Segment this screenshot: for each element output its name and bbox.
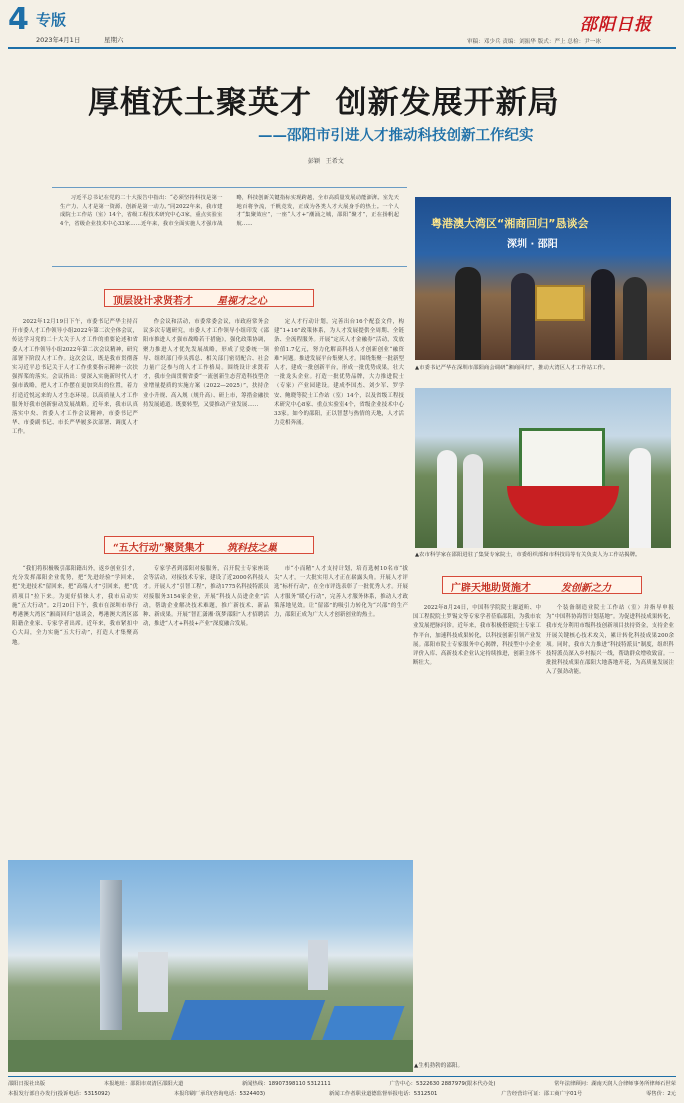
footer-item: 本报地址：邵阳市双清区邵阳大道 xyxy=(103,1081,184,1087)
section-header-title: 顶层设计求贤若才 xyxy=(113,296,193,307)
photo-person xyxy=(437,450,457,548)
section-header-1 xyxy=(104,289,314,307)
section-header-tagline: 筑科技之巢 xyxy=(227,543,277,554)
footer xyxy=(8,1079,676,1101)
masthead xyxy=(0,0,684,52)
newspaper-logo: 邵阳日报 xyxy=(580,15,652,35)
photo-building xyxy=(308,940,328,990)
photo-person xyxy=(591,269,615,360)
page-subtitle: ——邵阳市引进人才推动科技创新工作纪实 xyxy=(258,127,534,144)
photo-cityscape xyxy=(8,860,413,1072)
article-col-5 xyxy=(546,604,674,1054)
article-paragraph: 专家学者到邵阳对接服务，召开院士专家座谈会等活动，对接技术专家，建设了近2000名科技人才。开展人才“引智工程”，推动1775名科技特派员对接服务3154家企业，开展“科技人员进企业”活动，帮助企业解决技术难题，推广新技术、新品种、新成果。开展“智汇潇湘·筑梦邵阳”人才招聘活动，推进“人才+科技+产业”深度融合发展。 xyxy=(143,566,269,628)
photo-building xyxy=(138,952,168,1012)
masthead-rule xyxy=(8,47,676,49)
intro-text: 习近平总书记在党的二十大报告中指出：“必须坚持科技是第一生产力、人才是第一资源、创新是第一动力。”同2022年来，我市建成院士工作站（室）14个，省级工程技术研究中心3家，重点实验室4个，省级企业技术中心33家……近年来，我市全面实施人才强市战略，科技创新关键指标实现跨越，全市高质量发展动能澎湃。室先天地百将争流，千帆竞发，正成为各类人才大展身手的热土。一个人才“集聚效应”，一座“人才+”潮涌之城，邵阳“聚才”，正在扬帆起航…… xyxy=(60,195,399,227)
article-paragraph: 定人才行动计划，完善出台16个配套文件，构建“1+16”政策体系，为人才发展提供全周期、全链条、全流程服务。开展“定庆人才金融券”活动，发放价值1.7亿元，努力化解高科技人才创新创业“融资难”问题。推进发展平台集聚人才。围绕集聚一批新型人才，建成一批创新平台，形成一批优势成果，壮大一批龙头企业。打造一批优势品牌，大力推进院士（专家）产业园建设。建成李国杰、刘少军、罗学安、鲍晓等院士工作站（室）14个，以及省级工程技术研究中心8家、重点实验室4个，省级企业技术中心33家。如今的邵阳，正以智慧与热情的天地，人才活力竞相奔涌。 xyxy=(274,319,404,427)
photo-caption: ▲市委书记严华在深圳市邵阳商会调研“湘商回归”，推动大湾区人才工作站工作。 xyxy=(415,365,609,371)
section-header-2 xyxy=(104,536,314,554)
article-col-1a xyxy=(12,318,138,523)
intro-box xyxy=(52,187,407,267)
footer-rule xyxy=(8,1076,676,1077)
editor-credits: 审稿：邓少兵 责编：刘振华 版式：严上 总检：尹一冰 xyxy=(467,39,601,45)
photo-person xyxy=(623,277,647,360)
section-header-tagline: 星视才之心 xyxy=(217,296,267,307)
section-header-title: 广辟天地助贤施才 xyxy=(451,583,531,594)
article-paragraph: 2022年12月19日下午，市委书记严华主持召开市委人才工作领导小组2022年第二次全体会议，传达学习党的二十大关于人才工作的重要论述和省委人才工作领导小组2022年第二次会议精神，研究部署下阶段人才工作。这次会议，既是我市贯彻落实习近平总书记关于人才工作重要指示精神一次扶强挥桨的落实。会议指出：要深入实施新时代人才强市战略，把人才工作摆在更加突出的位置，着力打造近悦远来的人才生态环境。以高质量人才工作服务好我市创新驱动发展战略。近年来，我市认真落实中央、省委人才工作会议精神，市委书记严华、市委副书记、市长严华履多次部署、调度人才工作。 xyxy=(12,319,138,436)
photo-person xyxy=(455,267,481,360)
footer-item: 零售价：2元 xyxy=(646,1091,676,1097)
page-number: 4 xyxy=(8,2,29,37)
photo-ground xyxy=(8,1040,413,1072)
issue-date: 2023年4月1日 xyxy=(36,36,81,44)
photo-person xyxy=(511,273,535,360)
footer-item: 新闻工作者职业道德监督举报电话：5312501 xyxy=(329,1091,438,1097)
section-label: 专版 xyxy=(36,11,67,29)
photo-caption: ▲农市科学家在邵阳进驻了集贤专家院士，市委组织部和市科技局等有关负责人为工作站揭牌。 xyxy=(415,552,641,558)
photo-red-cloth xyxy=(507,486,619,526)
photo-banner-subtext: 深圳 · 邵阳 xyxy=(507,239,558,250)
footer-item: 本报印刷厂承印(咨询电话：5324403) xyxy=(173,1091,266,1097)
footer-item: 新闻热线：18907398110 5312111 xyxy=(241,1081,331,1087)
issue-weekday: 星期六 xyxy=(104,36,124,44)
footer-item: 常年法律顾问：湖南天润人合律师事务所律师石世荣 xyxy=(554,1081,676,1087)
footer-item: 广告经营许可证：邵工商广字01号 xyxy=(501,1091,583,1097)
footer-item: 邵阳日报社出版 xyxy=(8,1081,46,1087)
article-paragraph: “我们将积极吸引邵阳籍出外，返乡创业引才，充分发挥邵阳企业优势，把“先进经验”学回来，把“先进技术”留回来，把“高端人才”引回来，把“优质项目”拉下来。为更好招徕人才，我市启动实施“五大行动”。2月20日下午，我市在深圳市举行粤港澳大湾区“湘商回归”恳谈会，粤港澳大湾区邵阳籍企业家、专家学者出席。近年来，我市紧扣中心大局，全力实施“五大行动”，打造人才集聚高地。 xyxy=(12,566,138,646)
photo-person xyxy=(629,448,651,548)
photo-signboard xyxy=(519,428,605,490)
article-paragraph: 作会议和活动，市委常委会议，市政府常务会议多次专题研究，市委人才工作领导小组印发《邵阳市推进人才强市战略若干措施》，强化政策协调，聚力推进人才优先发展战略，形成了党委统一领导、组织部门牵头抓总、相关部门密切配合、社会力量广泛参与的人才工作格局。围绕设计求贤若才，我市全面贯彻省委“一流创新生态营造科技型企业增量提质的实施方案（2022—2025）”，扶持企业小升规、高入规（规升高）、研上市，筹措金融扶持发展通道。既要转型，又要推动产业发展…… xyxy=(143,319,269,408)
footer-line-2 xyxy=(8,1089,676,1099)
article-col-3a xyxy=(274,318,404,523)
photo-person xyxy=(463,454,483,548)
page-title: 厚植沃土聚英才 创新发展开新局 xyxy=(88,85,560,121)
footer-line-1 xyxy=(8,1079,676,1089)
photo-banner-text: 粤港澳大湾区“湘商回归”恳谈会 xyxy=(431,217,589,230)
section-header-title: “五大行动”聚贤集才 xyxy=(113,543,205,554)
photo-investment-meeting xyxy=(415,197,671,360)
byline: 彭颖 王希文 xyxy=(308,158,344,165)
photo-factory-roof xyxy=(321,1006,404,1042)
photo-workstation-unveiling xyxy=(415,388,671,548)
article-col-2a xyxy=(143,318,269,523)
article-col-2b xyxy=(143,565,269,851)
article-col-3b xyxy=(274,565,408,851)
article-col-1b xyxy=(12,565,138,851)
article-paragraph: 2022年8月24日，中国科学院院士谢道昕、中国工程院院士罗锡文等专家学者莅临邵阳，为我市农业发展把脉问诊。近年来，我市积极搭建院士专家工作平台，加速科技成果转化，以科技创新引领产业发展。邵阳市院士专家服务中心揭牌，科技型中小企业评价入库、高新技术企业认定持续推进，创新主体不断壮大。 xyxy=(413,605,541,667)
photo-caption: ▲生机勃勃的邵阳。 xyxy=(414,1063,464,1069)
section-header-tagline: 发创新之力 xyxy=(561,583,611,594)
article-paragraph: 个装备制造业院士工作站（室）并指导申报为“中国科协海智计划基地”。为促进科技成果转化，我市充分利用市级科技创新项目扶持资金，支持企业开展关键核心技术攻关，累计转化科技成果200余项。同时，我市大力推进“科技特派员”制度，组织科技特派员深入乡村振兴一线，帮助群众增收致富。一批批科技成果在邵阳大地落地开花，为高质量发展注入了强劲动能。 xyxy=(546,605,674,676)
section-header-3 xyxy=(442,576,642,594)
photo-plaque xyxy=(535,285,585,321)
article-col-4 xyxy=(413,604,541,1054)
photo-factory-roof xyxy=(171,1000,326,1040)
photo-tower xyxy=(100,880,122,1030)
footer-item: 本报发行部自办发行(投诉电话：5315092) xyxy=(8,1091,110,1097)
footer-item: 广告中心：5322630 2887979(限本代办处) xyxy=(389,1081,496,1087)
article-paragraph: 市“小而精”人才支持计划，培育选树10名市“拔尖”人才，一大批实用人才正在崭露头角。开展人才评选“标杆行动”，在全市评选表彰了一批优秀人才。开展人才服务“暖心行动”，完善人才服务体系，推动人才政策落地见效。让“留邵”的吸引力转化为“兴邵”的生产力，邵阳正成为广大人才创新创业的热土。 xyxy=(274,566,408,619)
